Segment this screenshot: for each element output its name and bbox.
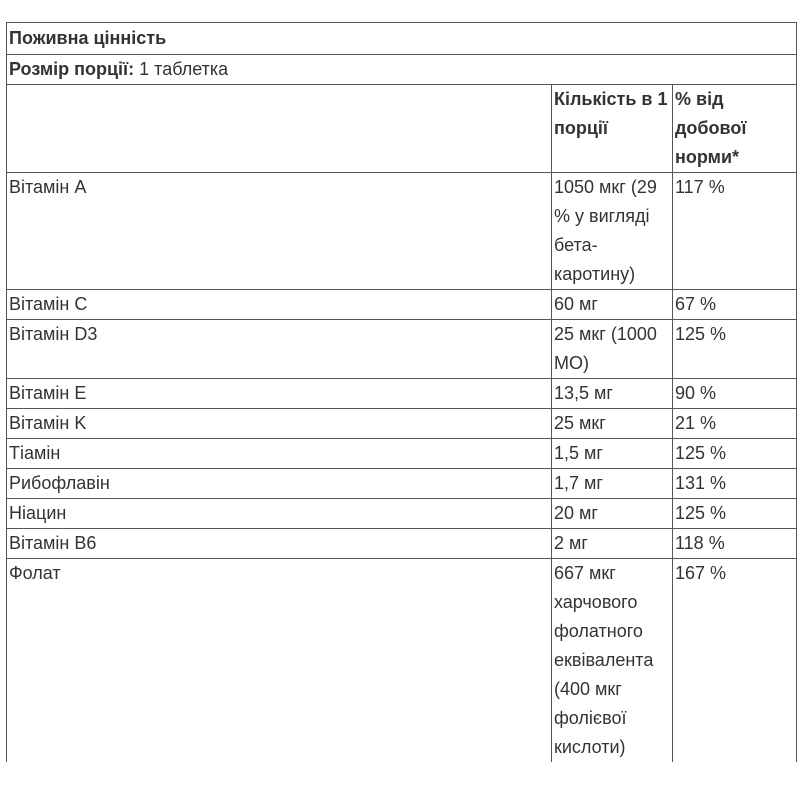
nutrient-name: Вітамін A [7,173,552,290]
nutrient-name: Вітамін C [7,290,552,320]
serving-row [7,55,797,85]
title-row [7,23,797,55]
nutrient-daily-value: 125 % [673,320,797,379]
serving-size-value: 1 таблетка [139,59,229,79]
header-row [7,85,797,173]
nutrient-name: Тіамін [7,439,552,469]
table-row [7,409,797,439]
table-row [7,379,797,409]
header-daily-value: % від добової норми* [673,85,797,173]
nutrition-table [6,22,797,762]
table-row [7,173,797,290]
nutrient-daily-value: 131 % [673,469,797,499]
table-row [7,559,797,763]
nutrient-name: Фолат [7,559,552,763]
nutrient-daily-value: 125 % [673,499,797,529]
nutrient-amount: 13,5 мг [552,379,673,409]
serving-size [7,55,797,85]
nutrient-name: Вітамін K [7,409,552,439]
nutrient-daily-value: 21 % [673,409,797,439]
nutrient-amount: 1,7 мг [552,469,673,499]
nutrition-facts [6,22,796,762]
nutrient-daily-value: 90 % [673,379,797,409]
nutrient-amount: 25 мкг [552,409,673,439]
nutrient-daily-value: 67 % [673,290,797,320]
nutrient-daily-value: 167 % [673,559,797,763]
nutrient-amount: 1,5 мг [552,439,673,469]
nutrient-amount: 1050 мкг (29 % у вигляді бета-каротину) [552,173,673,290]
nutrient-daily-value: 117 % [673,173,797,290]
nutrient-name: Ніацин [7,499,552,529]
nutrient-amount: 25 мкг (1000 МО) [552,320,673,379]
header-name-cell [7,85,552,173]
nutrient-name: Вітамін E [7,379,552,409]
table-row [7,290,797,320]
table-row [7,499,797,529]
nutrient-name: Рибофлавін [7,469,552,499]
nutrient-name: Вітамін D3 [7,320,552,379]
nutrient-amount: 2 мг [552,529,673,559]
nutrient-daily-value: 118 % [673,529,797,559]
table-row [7,439,797,469]
table-title: Поживна цінність [7,23,797,55]
table-row [7,469,797,499]
table-row [7,529,797,559]
header-amount: Кількість в 1 порції [552,85,673,173]
nutrient-name: Вітамін B6 [7,529,552,559]
nutrient-daily-value: 125 % [673,439,797,469]
nutrient-amount: 20 мг [552,499,673,529]
table-row [7,320,797,379]
nutrient-amount: 667 мкг харчового фолатного еквівалента (400 мкг фолієвої кислоти) [552,559,673,763]
serving-size-label: Розмір порції: [9,59,135,79]
nutrient-amount: 60 мг [552,290,673,320]
